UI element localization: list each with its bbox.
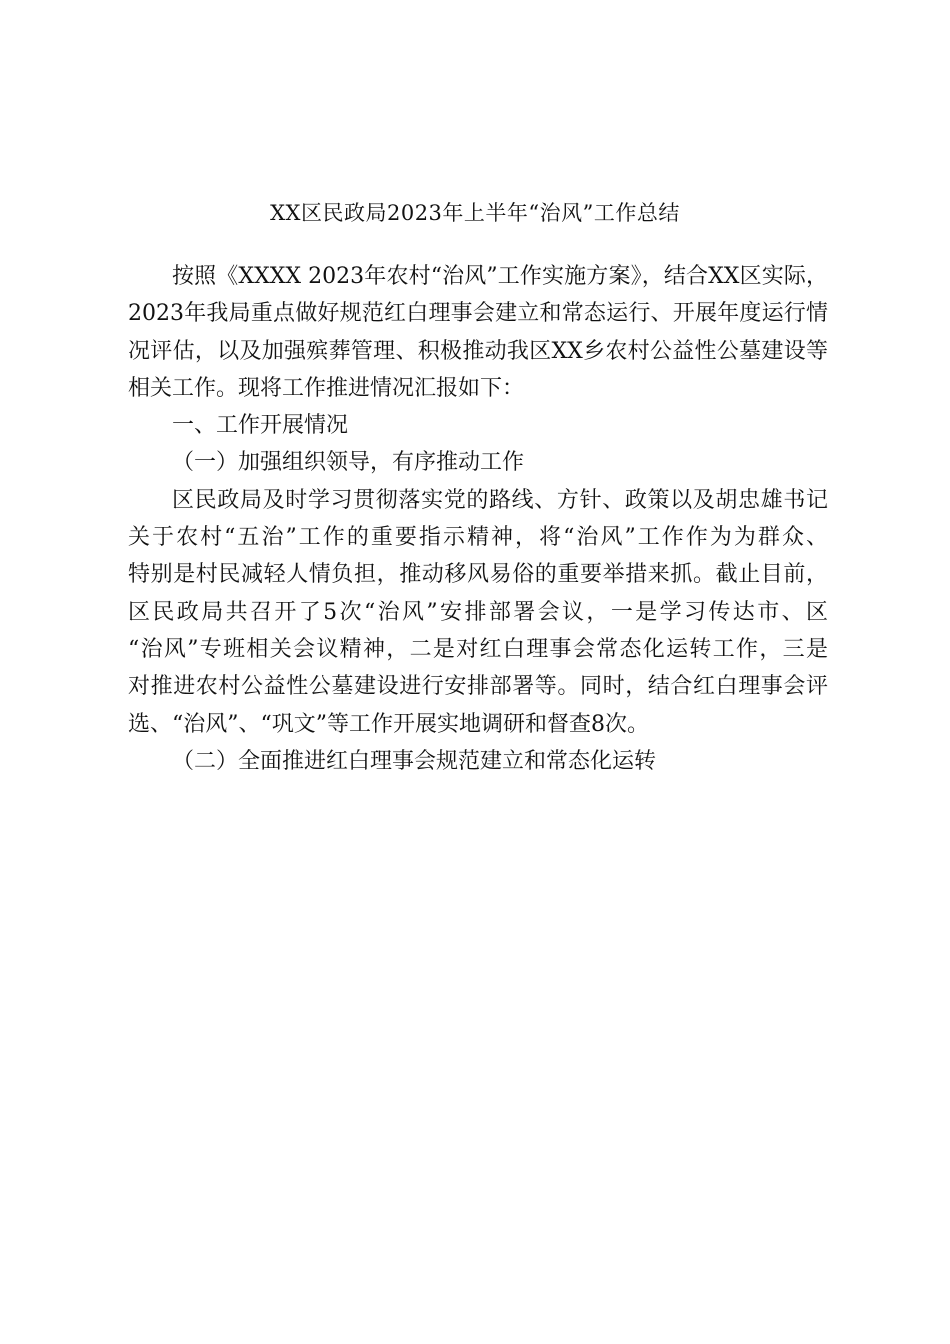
paragraph-line: “治风”专班相关会议精神，二是对红白理事会常态化运转工作，三是 bbox=[128, 636, 828, 662]
paragraph-line: 2023年我局重点做好规范红白理事会建立和常态运行、开展年度运行情 bbox=[128, 301, 828, 327]
paragraph-line: 对推进农村公益性公墓建设进行安排部署等。同时，结合红白理事会评 bbox=[128, 674, 828, 700]
paragraph-line: （二）全面推进红白理事会规范建立和常态化运转 bbox=[172, 748, 657, 774]
paragraph-line: 区民政局及时学习贯彻落实党的路线、方针、政策以及胡忠雄书记 bbox=[172, 487, 828, 513]
document-body bbox=[128, 258, 828, 780]
paragraph-line: 选、“治风”、“巩文”等工作开展实地调研和督查8次。 bbox=[128, 711, 649, 737]
paragraph-line: 关于农村“五治”工作的重要指示精神，将“治风”工作作为为群众、 bbox=[128, 525, 828, 551]
paragraph-line: 区民政局共召开了5次“治风”安排部署会议，一是学习传达市、区 bbox=[128, 599, 828, 625]
paragraph-line: 一、工作开展情况 bbox=[172, 413, 349, 439]
paragraph-line: 相关工作。现将工作推进情况汇报如下： bbox=[128, 375, 525, 401]
paragraph-line: 况评估，以及加强殡葬管理、积极推动我区XX乡农村公益性公墓建设等 bbox=[128, 338, 828, 364]
document-title: XX区民政局2023年上半年“治风”工作总结 bbox=[270, 201, 680, 225]
paragraph-line: （一）加强组织领导，有序推动工作 bbox=[172, 450, 525, 476]
paragraph-line: 按照《XXXX 2023年农村“治风”工作实施方案》，结合XX区实际， bbox=[172, 264, 828, 289]
paragraph-line: 特别是村民减轻人情负担，推动移风易俗的重要举措来抓。截止目前， bbox=[128, 562, 828, 588]
